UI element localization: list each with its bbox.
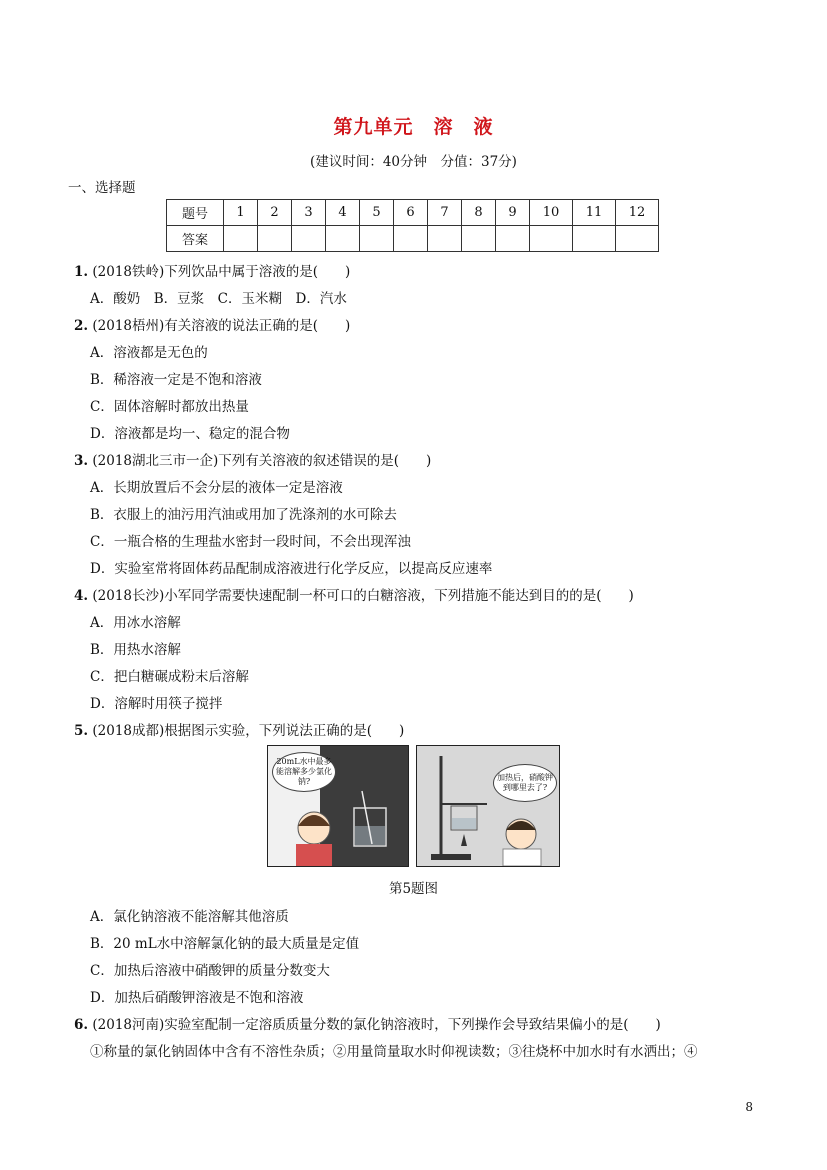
question-stem: (2018湖北三市一企)下列有关溶液的叙述错误的是( ) <box>92 453 432 469</box>
table-cell: 5 <box>360 200 394 226</box>
question-6 <box>74 1013 661 1033</box>
option-c: C．加热后溶液中硝酸钾的质量分数变大 <box>90 963 330 979</box>
table-cell: 7 <box>428 200 462 226</box>
question-options: A．酸奶 B．豆浆 C．玉米糊 D．汽水 <box>90 291 347 307</box>
question-number: 5. <box>74 723 89 739</box>
answer-cell[interactable] <box>292 226 326 252</box>
answer-cell[interactable] <box>360 226 394 252</box>
heating-apparatus-illustration <box>417 746 559 866</box>
question-number: 3. <box>74 453 89 469</box>
option-c: C．把白糖碾成粉末后溶解 <box>90 669 249 685</box>
table-header-cell: 题号 <box>167 200 224 226</box>
question-number: 6. <box>74 1017 89 1033</box>
option-a: A．氯化钠溶液不能溶解其他溶质 <box>90 909 289 925</box>
question-2 <box>74 314 350 334</box>
question-number: 1. <box>74 264 89 280</box>
section-heading: 一、选择题 <box>68 180 136 196</box>
question-stem: (2018梧州)有关溶液的说法正确的是( ) <box>92 318 351 334</box>
page-title: 第九单元 溶 液 <box>333 116 494 138</box>
option-d: D．实验室常将固体药品配制成溶液进行化学反应，以提高反应速率 <box>90 561 493 577</box>
option-c: C．固体溶解时都放出热量 <box>90 399 249 415</box>
answer-cell[interactable] <box>462 226 496 252</box>
question-stem: (2018长沙)小军同学需要快速配制一杯可口的白糖溶液，下列措施不能达到目的的是( ) <box>92 588 634 604</box>
table-cell: 2 <box>258 200 292 226</box>
answer-cell[interactable] <box>428 226 462 252</box>
answer-cell[interactable] <box>573 226 616 252</box>
answer-cell[interactable] <box>616 226 659 252</box>
table-cell: 10 <box>530 200 573 226</box>
answer-cell[interactable] <box>530 226 573 252</box>
option-d: D．加热后硝酸钾溶液是不饱和溶液 <box>90 990 304 1006</box>
table-cell: 1 <box>224 200 258 226</box>
question-5 <box>74 719 404 739</box>
question-stem: (2018成都)根据图示实验，下列说法正确的是( ) <box>92 723 405 739</box>
question-number: 4. <box>74 588 89 604</box>
table-cell: 8 <box>462 200 496 226</box>
table-row <box>167 200 659 226</box>
question-4 <box>74 584 634 604</box>
option-b: B．用热水溶解 <box>90 642 181 658</box>
question-stem: (2018河南)实验室配制一定溶质质量分数的氯化钠溶液时，下列操作会导致结果偏小的是( ) <box>92 1017 661 1033</box>
page-subtitle: (建议时间：40分钟 分值：37分) <box>310 154 517 170</box>
option-a: A．长期放置后不会分层的液体一定是溶液 <box>90 480 343 496</box>
answer-table <box>166 199 659 252</box>
answer-cell[interactable] <box>496 226 530 252</box>
table-row <box>167 226 659 252</box>
table-cell: 12 <box>616 200 659 226</box>
option-d: D．溶液都是均一、稳定的混合物 <box>90 426 290 442</box>
question-3 <box>74 449 431 469</box>
answer-cell[interactable] <box>394 226 428 252</box>
question-1 <box>74 260 350 280</box>
question-detail: ①称量的氯化钠固体中含有不溶性杂质；②用量筒量取水时仰视读数；③往烧杯中加水时有水洒出；④ <box>90 1044 698 1060</box>
option-b: B．稀溶液一定是不饱和溶液 <box>90 372 262 388</box>
option-a: A．溶液都是无色的 <box>90 345 208 361</box>
option-b: B．衣服上的油污用汽油或用加了洗涤剂的水可除去 <box>90 507 397 523</box>
answer-cell[interactable] <box>326 226 360 252</box>
table-cell: 6 <box>394 200 428 226</box>
question-stem: (2018铁岭)下列饮品中属于溶液的是( ) <box>92 264 351 280</box>
table-cell: 9 <box>496 200 530 226</box>
option-a: A．用冰水溶解 <box>90 615 181 631</box>
figure-right-illustration <box>416 745 560 867</box>
option-b: B．20 mL水中溶解氯化钠的最大质量是定值 <box>90 936 360 952</box>
question-number: 2. <box>74 318 89 334</box>
answer-cell[interactable] <box>224 226 258 252</box>
figure-caption: 第5题图 <box>388 881 439 897</box>
speech-bubble-left: 20mL水中最多能溶解多少氯化钠? <box>272 752 336 792</box>
table-cell: 4 <box>326 200 360 226</box>
page-number: 8 <box>745 1100 753 1114</box>
table-header-cell: 答案 <box>167 226 224 252</box>
table-cell: 11 <box>573 200 616 226</box>
answer-cell[interactable] <box>258 226 292 252</box>
speech-bubble-right: 加热后，硝酸钾到哪里去了? <box>493 764 557 802</box>
option-c: C．一瓶合格的生理盐水密封一段时间，不会出现浑浊 <box>90 534 411 550</box>
option-d: D．溶解时用筷子搅拌 <box>90 696 223 712</box>
table-cell: 3 <box>292 200 326 226</box>
figure-left-illustration <box>267 745 409 867</box>
